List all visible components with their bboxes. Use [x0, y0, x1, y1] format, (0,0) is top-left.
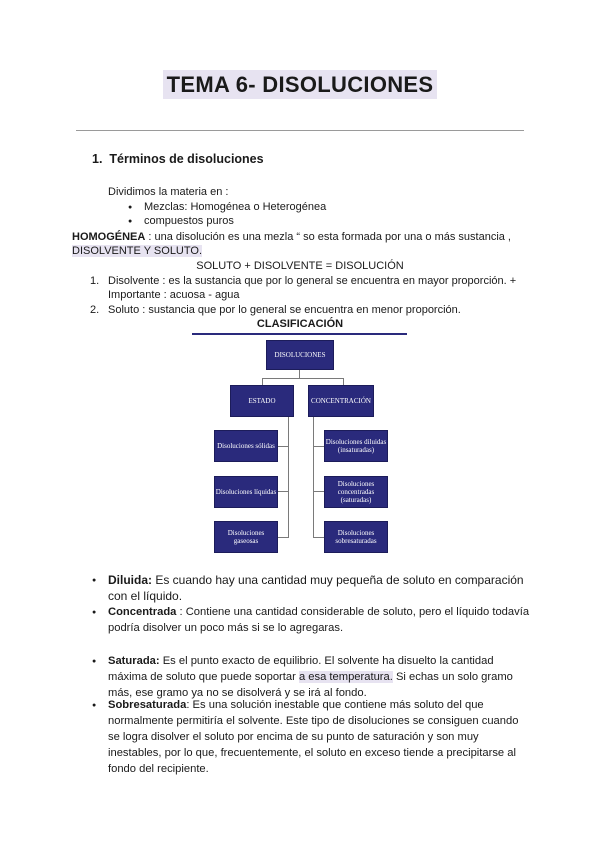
- diagram-solidas-box: Disoluciones sólidas: [214, 430, 278, 462]
- page-title: TEMA 6- DISOLUCIONES: [0, 72, 600, 98]
- connector: [343, 378, 344, 385]
- connector: [313, 417, 314, 538]
- connector: [313, 446, 324, 447]
- homogenea-definition: HOMOGÉNEA : una disolución es una mezla “ so esta formada por una o más sustancia ,: [72, 231, 511, 243]
- connector: [313, 537, 324, 538]
- diagram-root-box: DISOLUCIONES: [266, 340, 334, 370]
- disolvente-definition: Disolvente : es la sustancia que por lo general se encuentra en mayor proporción. +: [108, 275, 517, 287]
- diagram-estado-box: ESTADO: [230, 385, 294, 417]
- intro-text: Dividimos la materia en :: [108, 186, 229, 198]
- connector: [278, 491, 289, 492]
- numbered-item-number: 1.: [90, 275, 100, 287]
- diagram-liquidas-box: Disoluciones líquidas: [214, 476, 278, 508]
- diagram-diluidas-box: Disoluciones diluidas (insaturadas): [324, 430, 388, 462]
- connector: [262, 378, 344, 379]
- disolvente-note: Importante : acuosa - agua: [108, 289, 240, 301]
- soluto-definition: Soluto : sustancia que por lo general se encuentra en menor proporción.: [108, 304, 461, 316]
- connector: [278, 537, 289, 538]
- homogenea-components: DISOLVENTE Y SOLUTO.: [72, 245, 203, 257]
- diagram-underline: [192, 333, 407, 335]
- concentrada-definition: ● Concentrada : Contiene una cantidad considerable de soluto, pero el líquido todavía podría disolver un poco más si se lo agregaras.: [108, 604, 529, 636]
- connector: [313, 491, 324, 492]
- formula: SOLUTO + DISOLVENTE = DISOLUCIÓN: [196, 260, 404, 272]
- divider: [76, 130, 524, 131]
- diagram-gaseosas-box: Disoluciones gaseosas: [214, 521, 278, 553]
- diluida-definition: ● Diluida: Es cuando hay una cantidad muy pequeña de soluto en comparación con el líquido.: [108, 572, 524, 604]
- diagram-concentracion-box: CONCENTRACIÓN: [308, 385, 374, 417]
- connector: [262, 378, 263, 385]
- diagram-title: CLASIFICACIÓN: [256, 318, 344, 330]
- diagram-sobresaturadas-box: Disoluciones sobresaturadas: [324, 521, 388, 553]
- list-item: ● compuestos puros: [144, 214, 234, 228]
- diagram-concentradas-box: Disoluciones concentradas (saturadas): [324, 476, 388, 508]
- list-item: ● Mezclas: Homogénea o Heterogénea: [144, 200, 326, 214]
- connector: [278, 446, 289, 447]
- saturada-definition: ● Saturada: Es el punto exacto de equilibrio. El solvente ha disuelto la cantidad máxima de soluto que puede soportar a esa temperatura. Si echas un solo gramo más, ese gramo ya no se disolverá y se irá al fondo.: [108, 653, 513, 701]
- sobresaturada-definition: ● Sobresaturada: Es una solución inestable que contiene más soluto del que normalmente permitiría el solvente. Este tipo de disoluciones se consiguen cuando se logra disolver el soluto por encima de su punto de saturación y son muy inestables, por lo que, frecuentemente, el soluto en exceso tiende a precipitarse al fondo del recipiente.: [108, 697, 518, 777]
- numbered-item-number: 2.: [90, 304, 100, 316]
- section-heading: 1. Términos de disoluciones: [92, 152, 264, 166]
- connector: [288, 417, 289, 538]
- connector: [299, 370, 300, 378]
